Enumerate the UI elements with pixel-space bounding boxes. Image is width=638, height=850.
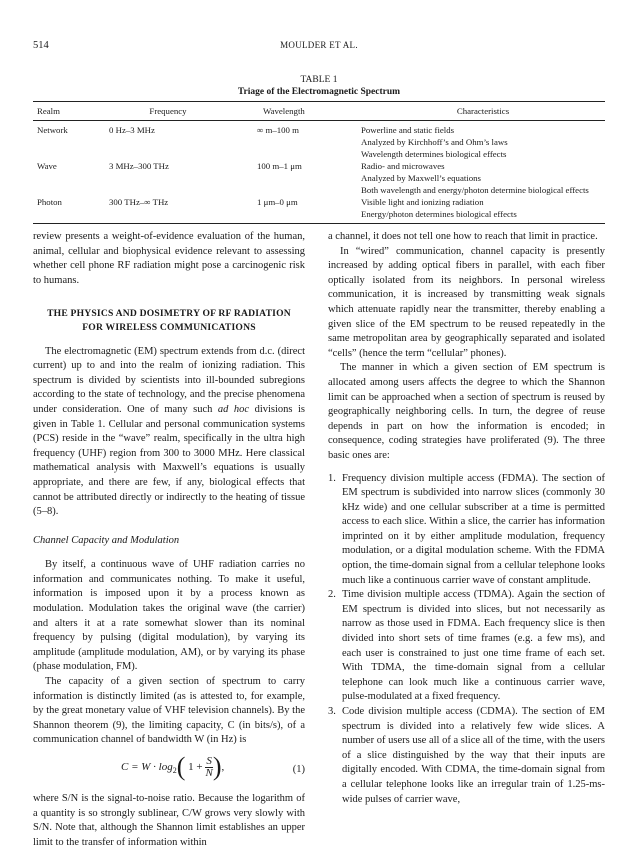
equation-number: (1) <box>292 764 305 775</box>
list-item: 2. Time division multiple access (TDMA). Again the section of EM spectrum is divided into slices, but not necessarily as narrow as those used in FDMA. Each frequency slice is then divided into short sets of time frames (e.g. a few ms), and each user is constrained to just one time frame of each set. With TDMA, the time-domain signal from a cellular telephone can look much like a continuous carrier wave, pulse-modulated at a fixed frequency. <box>328 589 605 703</box>
paragraph: a channel, it does not tell one how to reach that limit in practice. <box>328 231 598 242</box>
table-row <box>33 124 605 160</box>
cell-frequency: 3 MHz–300 THz <box>109 161 169 171</box>
col-header-characteristics: Characteristics <box>456 106 510 116</box>
cell-frequency: 0 Hz–3 MHz <box>109 125 155 135</box>
running-title: MOULDER ET AL. <box>280 40 358 50</box>
equation-1 <box>33 752 305 786</box>
paragraph: review presents a weight-of-evidence evaluation of the human, animal, cellular and biophysical evidence relevant to assessing whether cell phone RF radiation might pose a carcinogenic risk to humans. <box>33 231 305 286</box>
paragraph: By itself, a continuous wave of UHF radiation carries no information and communicates nothing. To make it useful, information is imposed upon it by a process known as modulation. Modulation takes the original wave (the carrier) and alters it at a rate somewhat slower than its nominal frequency by pulsing (digital modulation), by varying its amplitude (amplitude modulation, AM), or by varying its phase (phase modulation, FM). <box>33 559 305 673</box>
table-row <box>33 160 605 196</box>
col-header-wavelength: Wavelength <box>263 106 305 116</box>
table-row <box>33 196 605 220</box>
equation-body: $C = W \cdot \log_2$( 1 + $\frac{S}{N}$), <box>121 752 225 782</box>
paragraph: The electromagnetic (EM) spectrum extends from d.c. (direct current) up to and into the realm of ionizing radiation. This spectrum is divided by scientists into ill-bounded subregions according to the state of technology, and the precise phenomena under consideration. One of many such ad hoc divisions is given in Table 1. Cellular and personal communication systems (PCS) reside in the “wave” realm, specifically in the ultra high frequency (UHF) region from 300 to 3000 MHz. Here classical mathematical analysis with Maxwell’s equations is usually appropriate, and there are few, if any, biological effects that cannot be attributed directly or indirectly to the heating of tissue (5–8). <box>33 345 305 518</box>
paragraph: In “wired” communication, channel capacity is presently increased by adding optical fibers in parallel, with each fiber optically isolated from its neighbors. In personal wireless communication, it is increased by transmitting weak signals which attenuate rapidly near the transmitter, thereby enabling a given slice of the EM spectrum to be reused repeatedly in the same metropolitan area by geographically separated and isolated “cells” (hence the term “cellular” phones). <box>328 245 605 359</box>
table-header-row <box>33 102 605 121</box>
list-item: 1. Frequency division multiple access (FDMA). The section of EM spectrum is subdivided into narrow slices (commonly 30 kHz wide) and one cellular subscriber at a time is permitted access to each slice. Within a slice, the carrier has information imprinted on it by either amplitude modulation, frequency modulation, or a digital modulation scheme. With the FDMA option, the time-domain signal from a cellular telephone looks much like a continuous carrier wave of constant amplitude. <box>328 472 605 586</box>
coding-strategies-list <box>328 472 605 808</box>
table-bottom-rule <box>33 223 605 224</box>
cell-characteristics: Radio- and microwaves Analyzed by Maxwell’s equations Both wavelength and energy/photon determine biological effects <box>361 161 589 195</box>
cell-realm: Network <box>37 125 68 135</box>
cell-wavelength: ∞ m–100 m <box>257 125 299 135</box>
page-number: 514 <box>33 40 49 51</box>
left-column <box>33 230 305 850</box>
subsection-heading: Channel Capacity and Modulation <box>33 534 180 546</box>
right-column <box>328 230 605 807</box>
col-header-realm: Realm <box>37 106 60 116</box>
paragraph: The manner in which a given section of EM spectrum is allocated among users affects the degree to which the Shannon limit can be approached when a section of spectrum is reused by geographically neighboring cells. In turn, the degree of reuse depends in part on how the information is encoded; in consequence, coding strategies have proliferated (9). The three basic ones are: <box>328 362 605 461</box>
list-item: 3. Code division multiple access (CDMA). The section of EM spectrum is divided into a relatively few wide slices. A number of users use all of a slice all of the time, with the users of a slice distinguished by the way that their inputs are digitally encoded. With CDMA, the time-domain signal from a cellular telephone looks like an irregular train of 1.25-ms-wide pulses of carrier wave, <box>328 706 605 805</box>
cell-realm: Photon <box>37 197 62 207</box>
section-heading: THE PHYSICS AND DOSIMETRY OF RF RADIATION FOR WIRELESS COMMUNICATIONS <box>47 308 291 333</box>
cell-characteristics: Powerline and static fields Analyzed by Kirchhoff’s and Ohm’s laws Wavelength determines biological effects <box>361 125 508 159</box>
paragraph: The capacity of a given section of spectrum to carry information is distinctly limited (as is attested to, for example, by the great monetary value of VHF television channels). By the Shannon theorem (9), the limiting capacity, C (in bits/s), of a communication channel of bandwidth W (in Hz) is <box>33 676 305 746</box>
table-title: Triage of the Electromagnetic Spectrum <box>237 87 401 97</box>
running-head <box>33 40 605 54</box>
col-header-frequency: Frequency <box>149 106 187 116</box>
spectrum-table <box>33 102 605 220</box>
paragraph: where S/N is the signal-to-noise ratio. Because the logarithm of a quantity is so strongly sublinear, C/W grows very slowly with S/N. Note that, although the Shannon limit establishes an upper limit to the transfer of information within <box>33 793 305 848</box>
table-caption <box>33 74 605 98</box>
cell-frequency: 300 THz–∞ THz <box>109 197 169 207</box>
cell-characteristics: Visible light and ionizing radiation Energy/photon determines biological effects <box>361 197 517 219</box>
table-1 <box>33 74 605 224</box>
cell-wavelength: 100 m–1 μm <box>257 161 302 171</box>
cell-realm: Wave <box>37 161 57 171</box>
cell-wavelength: 1 μm–0 μm <box>257 197 298 207</box>
table-label: TABLE 1 <box>300 75 338 85</box>
